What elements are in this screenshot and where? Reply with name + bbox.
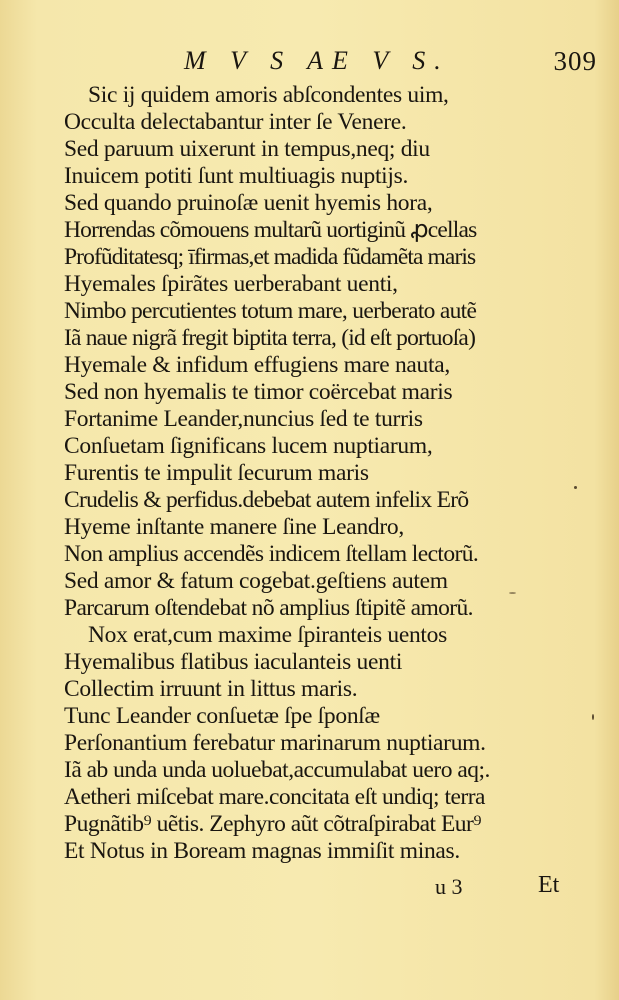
text-line: Collectim irruunt in littus maris. bbox=[64, 676, 358, 702]
signature-mark: u 3 bbox=[435, 874, 463, 899]
text-line: Furentis te impulit ſecurum maris bbox=[64, 460, 369, 486]
text-line: Sed quando pruinoſæ uenit hyemis hora, bbox=[64, 190, 433, 216]
text-line: Sed non hyemalis te timor coërcebat maris bbox=[64, 379, 453, 405]
text-line: Nimbo percutientes totum mare, uerberato autẽ bbox=[64, 298, 477, 324]
text-line: Nox erat,cum maxime ſpiranteis uentos bbox=[88, 622, 447, 648]
text-line: Hyeme inſtante manere ſine Leandro, bbox=[64, 514, 404, 540]
text-line: Parcarum oſtendebat nõ amplius ſtipitẽ amorũ. bbox=[64, 595, 473, 621]
text-line: Crudelis & perfidus.debebat autem infelix Erõ bbox=[64, 487, 469, 513]
page-header bbox=[0, 46, 619, 82]
text-line: Tunc Leander conſuetæ ſpe ſponſæ bbox=[64, 703, 380, 729]
text-line: Aetheri miſcebat mare.concitata eſt undiq; terra bbox=[64, 784, 485, 810]
text-line: Pugnãtib⁹ uẽtis. Zephyro aũt cõtraſpirabat Eur⁹ bbox=[64, 811, 482, 837]
text-line: Iã naue nigrã fregit biptita terra, (id eſt portuoſa) bbox=[64, 325, 476, 351]
running-head: M V S AE V S. bbox=[184, 46, 450, 75]
text-line: Sic ij quidem amoris abſcondentes uim, bbox=[88, 82, 449, 108]
text-line: Et Notus in Boream magnas immiſit minas. bbox=[64, 838, 460, 864]
text-line: Perſonantium ferebatur marinarum nuptiarum. bbox=[64, 730, 486, 756]
text-line: Fortanime Leander,nuncius ſed te turris bbox=[64, 406, 423, 432]
ink-speck bbox=[574, 486, 577, 489]
text-line: Iã ab unda unda uoluebat,accumulabat uero aq;. bbox=[64, 757, 490, 783]
text-line: Hyemales ſpirãtes uerberabant uenti, bbox=[64, 271, 398, 297]
text-line: Hyemalibus flatibus iaculanteis uenti bbox=[64, 649, 403, 675]
text-line: Sed amor & fatum cogebat.geſtiens autem bbox=[64, 568, 448, 594]
page-number: 309 bbox=[553, 46, 597, 76]
text-line: Conſuetam ſignificans lucem nuptiarum, bbox=[64, 433, 433, 459]
catchword: Et bbox=[538, 872, 560, 898]
text-line: Hyemale & infidum effugiens mare nauta, bbox=[64, 352, 450, 378]
text-line: Occulta delectabantur inter ſe Venere. bbox=[64, 109, 407, 135]
text-line: Horrendas cõmouens multarũ uortiginũ ꝓcellas bbox=[64, 217, 477, 243]
text-line: Non amplius accendẽs indicem ſtellam lectorũ. bbox=[64, 541, 479, 567]
text-line: Inuicem potiti ſunt multiuagis nuptijs. bbox=[64, 163, 409, 189]
text-line: Profũditatesq; īfirmas,et madida fũdamẽta maris bbox=[64, 244, 476, 270]
ink-speck bbox=[509, 592, 516, 594]
text-line: Sed paruum uixerunt in tempus,neq; diu bbox=[64, 136, 430, 162]
ink-speck bbox=[592, 714, 594, 720]
